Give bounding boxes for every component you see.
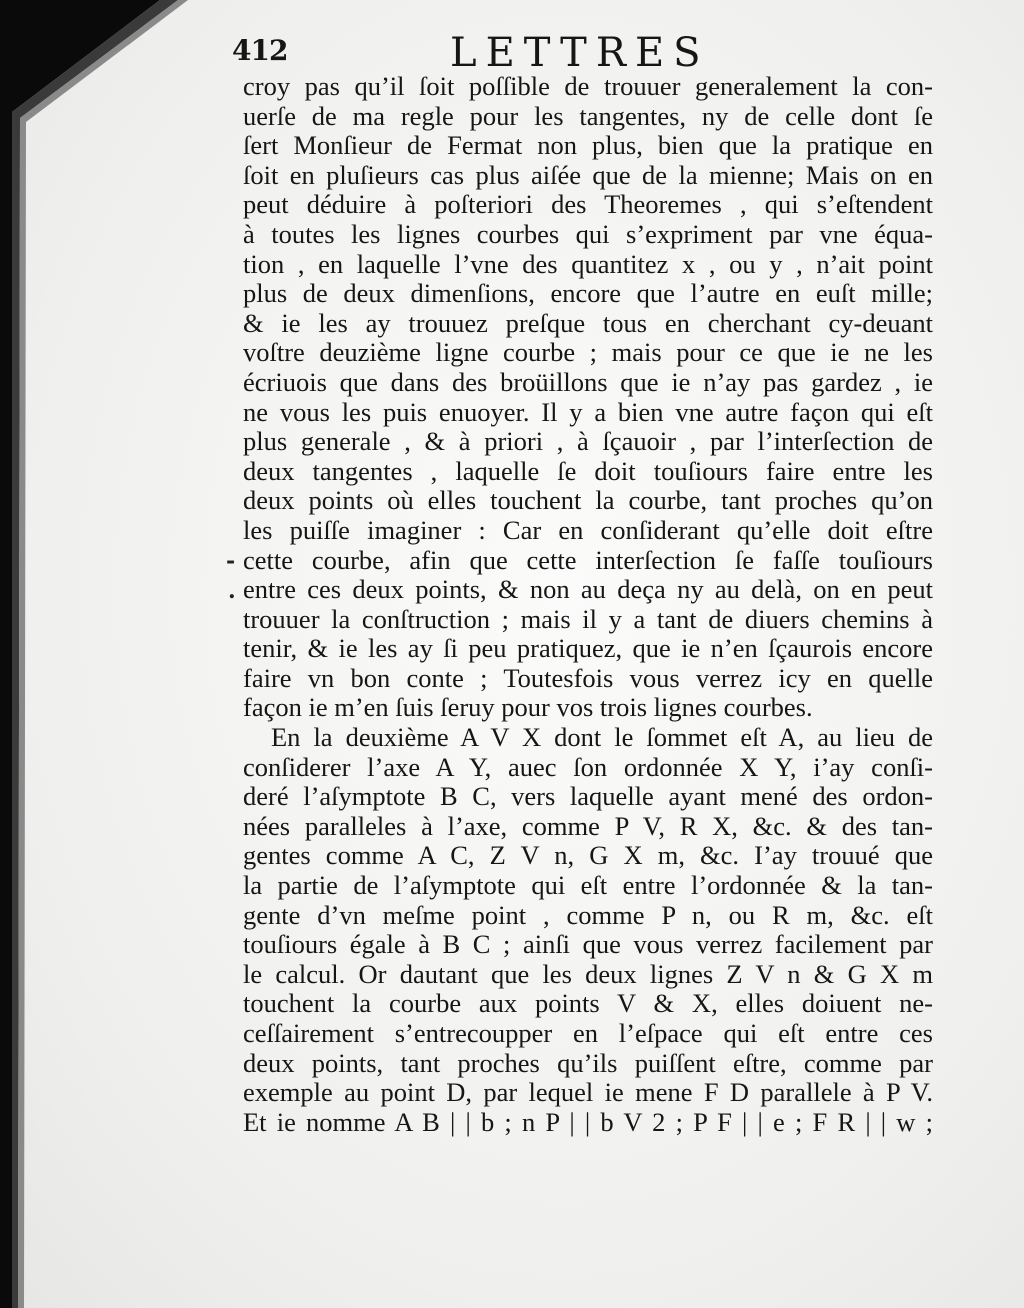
text-line: deré l’aſymptote B C, vers laquelle ayant mené des ordon- bbox=[243, 781, 933, 812]
margin-mark: . bbox=[228, 578, 236, 604]
text-line: deux points où elles touchent la courbe, tant proches qu’on bbox=[243, 485, 933, 516]
text-line: écriuois que dans des broüillons que ie n’ay pas gardez , ie bbox=[243, 366, 933, 397]
text-line: exemple au point D, par lequel ie mene F D parallele à P V. bbox=[243, 1077, 933, 1108]
text-line: faire vn bon conte ; Toutesfois vous verrez icy en quelle bbox=[243, 662, 933, 693]
text-line: deux tangentes , laquelle ſe doit touſiours faire entre les bbox=[243, 455, 933, 486]
text-line: ne vous les puis enuoyer. Il y a bien vne autre façon qui eſt bbox=[243, 396, 933, 427]
text-line: les puiſſe imaginer : Car en conſiderant qu’elle doit eſtre bbox=[243, 514, 933, 545]
text-line: Et ie nomme A B | | b ; n P | | b V 2 ; P F | | e ; F R | | w ; bbox=[243, 1106, 933, 1137]
text-line: ſert Monſieur de Fermat non plus, bien que la pratique en bbox=[243, 130, 933, 161]
text-line: tion , en laquelle l’vne des quantitez x , ou y , n’ait point bbox=[243, 248, 933, 279]
text-line: entre ces deux points, & non au deça ny au delà, on en peut bbox=[243, 574, 933, 605]
text-line: conſiderer l’axe A Y, auec ſon ordonnée X Y, i’ay conſi- bbox=[243, 751, 933, 782]
text-line: touchent la courbe aux points V & X, elles doiuent ne- bbox=[243, 988, 933, 1019]
text-line: plus de deux dimenſions, encore que l’autre en euſt mille; bbox=[243, 278, 933, 309]
text-line: gentes comme A C, Z V n, G X m, &c. I’ay trouué que bbox=[243, 840, 933, 871]
page-number: 412 bbox=[232, 34, 288, 67]
text-line: gente d’vn meſme point , comme P n, ou R m, &c. eſt bbox=[243, 899, 933, 930]
text-line: croy pas qu’il ſoit poſſible de trouuer generalement la con- bbox=[243, 71, 933, 101]
body-text bbox=[243, 72, 933, 1137]
text-line: tenir, & ie les ay ſi peu pratiquez, que ie n’en ſçaurois encore bbox=[243, 633, 933, 664]
margin-mark: - bbox=[226, 548, 236, 574]
running-title: LETTRES bbox=[450, 30, 710, 76]
text-line: le calcul. Or dautant que les deux lignes Z V n & G X m bbox=[243, 958, 933, 989]
text-line: voſtre deuzième ligne courbe ; mais pour ce que ie ne les bbox=[243, 337, 933, 368]
text-line: En la deuxième A V X dont le ſommet eſt A, au lieu de bbox=[271, 722, 933, 753]
text-line: la partie de l’aſymptote qui eſt entre l’ordonnée & la tan- bbox=[243, 870, 933, 901]
text-line: façon ie m’en ſuis ſeruy pour vos trois lignes courbes. bbox=[243, 692, 813, 723]
text-line: & ie les ay trouuez preſque tous en cherchant cy-deuant bbox=[243, 307, 933, 338]
page-header bbox=[232, 30, 932, 76]
text-line: plus generale , & à priori , à ſçauoir , par l’interſection de bbox=[243, 426, 933, 457]
text-line: nées paralleles à l’axe, comme P V, R X, &c. & des tan- bbox=[243, 810, 933, 841]
text-line: touſiours égale à B C ; ainſi que vous verrez facilement par bbox=[243, 929, 933, 960]
text-line: cette courbe, afin que cette interſection ſe faſſe touſiours bbox=[243, 544, 933, 575]
text-line: ceſſairement s’entrecoupper en l’eſpace qui eſt entre ces bbox=[243, 1018, 933, 1048]
text-line: ſoit en pluſieurs cas plus aiſée que de la mienne; Mais on en bbox=[243, 159, 933, 190]
text-line: trouuer la conſtruction ; mais il y a tant de diuers chemins à bbox=[243, 603, 933, 634]
text-line: à toutes les lignes courbes qui s’expriment par vne équa- bbox=[243, 218, 933, 249]
text-line: peut déduire à poſteriori des Theoremes , qui s’eſtendent bbox=[243, 189, 933, 220]
text-line: deux points, tant proches qu’ils puiſſent eſtre, comme par bbox=[243, 1047, 933, 1078]
text-line: uerſe de ma regle pour les tangentes, ny de celle dont ſe bbox=[243, 100, 933, 131]
